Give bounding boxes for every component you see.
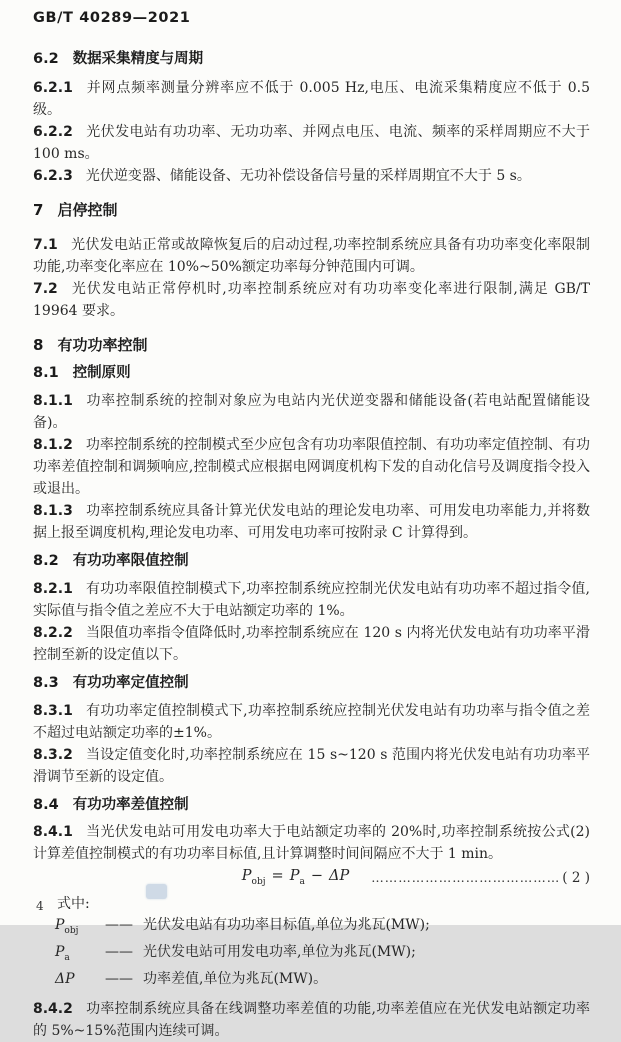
chapter-number: 8 <box>33 336 44 354</box>
where-label: 式中: <box>57 896 90 912</box>
clause-8-2-2 <box>33 622 590 666</box>
clause-8-4-1 <box>33 821 590 865</box>
definition-dash: —— <box>105 943 133 960</box>
clause-number: 6.2.2 <box>33 124 73 140</box>
clause-text: 光伏发电站有功功率、无功功率、并网点电压、电流、频率的采样周期应不大于 100 ms。 <box>33 124 590 162</box>
clause-text: 有功功率定值控制模式下,功率控制系统应控制光伏发电站有功功率与指令值之差不超过电站额定功率的±1%。 <box>33 703 590 741</box>
definition-text: 光伏发电站有功功率目标值,单位为兆瓦(MW); <box>143 917 430 933</box>
definition-p-a <box>33 942 590 969</box>
minus-sign: − <box>310 868 323 884</box>
definition-delta-p <box>33 969 590 996</box>
symbol-p-obj-subscript: obj <box>251 876 266 887</box>
clause-number: 7.1 <box>33 237 58 253</box>
symbol-base: P <box>55 917 65 933</box>
clause-text: 光伏发电站正常停机时,功率控制系统应对有功功率变化率进行限制,满足 GB/T 19964 要求。 <box>33 281 590 319</box>
formula-leader <box>371 870 590 886</box>
clause-text: 当设定值变化时,功率控制系统应在 15 s~120 s 范围内将光伏发电站有功功率平滑调节至新的设定值。 <box>33 747 590 785</box>
clause-group-8-2 <box>33 578 590 666</box>
clause-7-2 <box>33 278 590 322</box>
chapter-title: 有功功率控制 <box>57 336 148 354</box>
section-number: 8.1 <box>33 365 59 381</box>
section-title: 有功功率定值控制 <box>72 675 189 691</box>
clause-8-1-3 <box>33 500 590 544</box>
definition-symbol <box>33 915 101 942</box>
clause-group-8-4 <box>33 821 590 1042</box>
clause-text: 光伏逆变器、储能设备、无功补偿设备信号量的采样周期宜不大于 5 s。 <box>85 168 531 184</box>
clause-8-2-1 <box>33 578 590 622</box>
clause-6-2-2 <box>33 121 590 165</box>
symbol-p-obj: P <box>241 868 252 884</box>
clause-number: 6.2.1 <box>33 80 73 96</box>
clause-group-6-2 <box>33 77 590 187</box>
clause-text: 当限值功率指令值降低时,功率控制系统应在 120 s 内将光伏发电站有功功率平滑控制至新的设定值以下。 <box>33 625 590 663</box>
clause-6-2-3 <box>33 165 590 187</box>
clause-8-4-2 <box>33 998 590 1042</box>
clause-number: 8.1.3 <box>33 503 73 519</box>
clause-text: 当光伏发电站可用发电功率大于电站额定功率的 20%时,功率控制系统按公式(2)计算差值控制模式的有功功率目标值,且计算调整时间间隔应不大于 1 min。 <box>33 824 590 862</box>
section-title: 数据采集精度与周期 <box>72 51 204 67</box>
symbol-base: ΔP <box>55 970 75 987</box>
section-title: 有功功率差值控制 <box>72 797 189 813</box>
formula-2-row <box>33 868 590 892</box>
clause-text: 并网点频率测量分辨率应不低于 0.005 Hz,电压、电流采集精度应不低于 0.5 级。 <box>33 80 590 118</box>
symbol-p-a-subscript: a <box>299 876 305 887</box>
clause-number: 8.4.1 <box>33 824 73 840</box>
section-number: 8.2 <box>33 553 59 569</box>
definition-text: 光伏发电站可用发电功率,单位为兆瓦(MW); <box>143 943 416 960</box>
clause-8-3-2 <box>33 744 590 788</box>
page-number: 4 <box>36 899 44 913</box>
symbol-delta-p: ΔP <box>328 868 350 884</box>
clause-8-1-2 <box>33 434 590 500</box>
clause-text: 功率控制系统的控制对象应为电站内光伏逆变器和储能设备(若电站配置储能设备)。 <box>33 393 590 431</box>
symbol-p-a: P <box>289 868 300 884</box>
leader-dots: …………………………………… <box>371 870 561 885</box>
section-number: 6.2 <box>33 51 59 67</box>
clause-8-3-1 <box>33 700 590 744</box>
clause-text: 有功功率限值控制模式下,功率控制系统应控制光伏发电站有功功率不超过指令值,实际值与指令值之差应不大于电站额定功率的 1%。 <box>33 581 590 619</box>
definition-text: 功率差值,单位为兆瓦(MW)。 <box>143 970 328 987</box>
clause-text: 功率控制系统的控制模式至少应包含有功功率限值控制、有功功率定值控制、有功功率差值控制和调频响应,控制模式应根据电网调度机构下发的自动化信号及调度指令投入或退出。 <box>33 437 590 497</box>
section-title: 控制原则 <box>72 365 131 381</box>
equals-sign: = <box>271 868 284 884</box>
definition-symbol <box>33 942 101 969</box>
symbol-subscript: a <box>64 952 70 963</box>
section-8-3-heading <box>33 673 590 693</box>
definition-symbol <box>33 969 101 996</box>
clause-text: 光伏发电站正常或故障恢复后的启动过程,功率控制系统应具备有功功率变化率限制功能,功率变化率应在 10%~50%额定功率每分钟范围内可调。 <box>33 237 590 275</box>
symbol-base: P <box>55 943 65 960</box>
clause-group-8-3 <box>33 700 590 788</box>
clause-number: 8.2.1 <box>33 581 73 597</box>
clause-group-8-1 <box>33 390 590 544</box>
symbol-subscript: obj <box>64 925 79 936</box>
section-8-2-heading <box>33 551 590 571</box>
definition-dash: —— <box>105 970 133 987</box>
section-number: 8.4 <box>33 797 59 813</box>
clause-text: 功率控制系统应具备在线调整功率差值的功能,功率差值应在光伏发电站额定功率的 5%~15%范围内连续可调。 <box>33 1001 590 1040</box>
clause-group-7 <box>33 234 590 322</box>
section-8-4-heading <box>33 795 590 815</box>
clause-number: 6.2.3 <box>33 168 73 184</box>
section-6-2-heading <box>33 49 590 69</box>
section-8-1-heading <box>33 363 590 383</box>
clause-7-1 <box>33 234 590 278</box>
clause-8-1-1 <box>33 390 590 434</box>
clause-6-2-1 <box>33 77 590 121</box>
standard-number-header: GB/T 40289—2021 <box>33 10 191 26</box>
chapter-title: 启停控制 <box>57 201 118 219</box>
clause-number: 8.2.2 <box>33 625 73 641</box>
clause-number: 8.1.2 <box>33 437 73 453</box>
chapter-number: 7 <box>33 201 44 219</box>
clause-number: 8.3.2 <box>33 747 73 763</box>
formula-number: ( 2 ) <box>562 870 590 886</box>
chapter-7-heading <box>33 200 590 221</box>
clause-number: 8.1.1 <box>33 393 73 409</box>
section-title: 有功功率限值控制 <box>72 553 189 569</box>
section-number: 8.3 <box>33 675 59 691</box>
clause-number: 7.2 <box>33 281 58 297</box>
chapter-8-heading <box>33 335 590 356</box>
scan-artifact-stamp <box>146 884 167 899</box>
clause-text: 功率控制系统应具备计算光伏发电站的理论发电功率、可用发电功率能力,并将数据上报至调度机构,理论发电功率、可用发电功率可按附录 C 计算得到。 <box>33 503 590 541</box>
definition-p-obj <box>33 915 590 942</box>
definition-dash: —— <box>105 917 133 933</box>
clause-number: 8.4.2 <box>33 1001 73 1018</box>
clause-number: 8.3.1 <box>33 703 73 719</box>
